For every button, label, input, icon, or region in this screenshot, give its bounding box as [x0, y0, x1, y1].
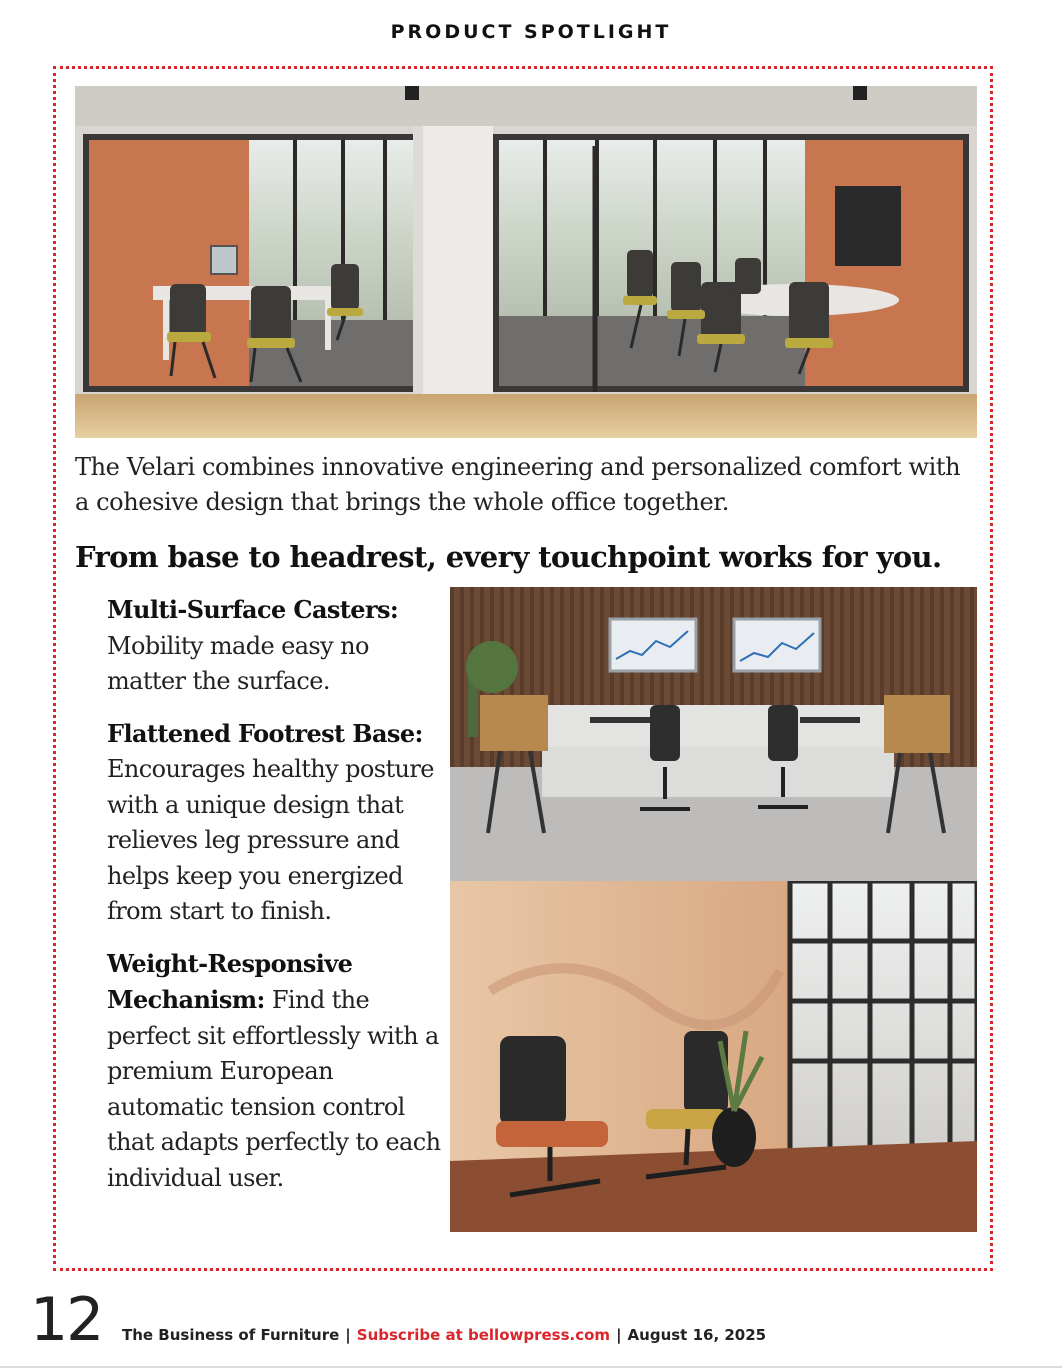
feature-footrest-base [107, 716, 443, 930]
office-photo [75, 86, 977, 438]
feature-title: Flattened Footrest Base: [107, 718, 423, 748]
section-label: PRODUCT SPOTLIGHT [390, 21, 672, 43]
feature-title: Multi-Surface Casters: [107, 595, 399, 624]
feature-title: Weight-Responsive Mechanism: [107, 948, 353, 1014]
feature-list [107, 592, 443, 1212]
bottom-rule [0, 1366, 1062, 1368]
feature-mechanism [107, 946, 443, 1197]
feature-body: Find the perfect sit effortlessly with a premium European automatic tension control that adapts perfectly to each individual user. [107, 986, 441, 1192]
footer-line [122, 1326, 766, 1344]
subscribe-link[interactable]: Subscribe at bellowpress.com [356, 1326, 611, 1344]
page-number: 12 [30, 1285, 103, 1355]
feature-body: Mobility made easy no matter the surface. [107, 631, 369, 695]
feature-body: Encourages healthy posture with a unique design that relieves leg pressure and helps keep you energized from start to finish. [107, 755, 434, 925]
chairs-photo [450, 881, 977, 1232]
feature-headline: From base to headrest, every touchpoint works for you. [75, 540, 942, 574]
intro-paragraph: The Velari combines innovative engineering and personalized comfort with a cohesive design that brings the whole office together. [75, 453, 961, 516]
footer-separator: | [616, 1326, 622, 1344]
publication-name: The Business of Furniture [122, 1326, 340, 1344]
issue-date: August 16, 2025 [627, 1326, 767, 1344]
workstation-photo [450, 587, 977, 881]
feature-casters [107, 592, 443, 700]
footer-separator: | [345, 1326, 351, 1344]
